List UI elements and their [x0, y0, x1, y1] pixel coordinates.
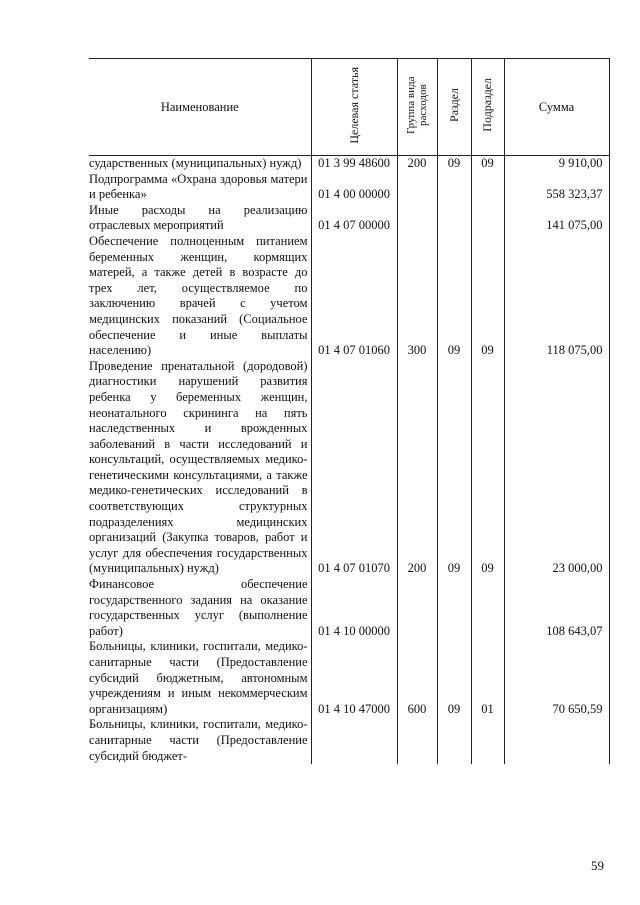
row-code — [311, 717, 397, 764]
row-subsection: 09 — [471, 359, 504, 577]
row-subsection: 01 — [471, 639, 504, 717]
row-sum: 118 075,00 — [504, 234, 609, 359]
row-name: Больницы, клиники, госпитали, медико-санитарные части (Предоставление субсидий бюджетным, автономным учреждениям и иным некоммерческим организациям) — [89, 639, 311, 717]
page-number: 59 — [591, 858, 604, 873]
table-row — [89, 234, 609, 359]
row-section — [437, 203, 471, 234]
row-name: Обеспечение полноценным питанием беременных женщин, кормящих матерей, а также детей в возрасте до трех лет, осуществляемое по заключению врачей с учетом медицинских показаний (Социальное обеспечение и иные выплаты населению) — [89, 234, 311, 359]
row-group: 200 — [397, 359, 437, 577]
row-section — [437, 717, 471, 764]
header-target-article: Целевая статья — [311, 59, 397, 156]
row-code: 01 4 00 00000 — [311, 172, 397, 203]
row-group — [397, 172, 437, 203]
row-section: 09 — [437, 234, 471, 359]
row-sum: 141 075,00 — [504, 203, 609, 234]
row-subsection — [471, 172, 504, 203]
row-subsection — [471, 203, 504, 234]
row-section — [437, 172, 471, 203]
row-name: Иные расходы на реализацию отраслевых мероприятий — [89, 203, 311, 234]
row-group: 300 — [397, 234, 437, 359]
table-row — [89, 577, 609, 639]
header-subsection: Подраздел — [471, 59, 504, 156]
row-code: 01 3 99 48600 — [311, 156, 397, 172]
row-sum: 70 650,59 — [504, 639, 609, 717]
row-name: Подпрограмма «Охрана здоровья матери и ребенка» — [89, 172, 311, 203]
row-subsection — [471, 717, 504, 764]
row-subsection: 09 — [471, 234, 504, 359]
row-group — [397, 577, 437, 639]
table-row — [89, 203, 609, 234]
header-expense-group: Группа вида расходов — [397, 59, 437, 156]
table-row — [89, 172, 609, 203]
row-sum: 108 643,07 — [504, 577, 609, 639]
table-row — [89, 639, 609, 717]
header-name: Наименование — [89, 59, 311, 156]
row-name: Финансовое обеспечение государственного задания на оказание государственных услуг (выполнение работ) — [89, 577, 311, 639]
header-sum: Сумма — [504, 59, 609, 156]
table-row — [89, 717, 609, 764]
row-section — [437, 577, 471, 639]
row-sum: 558 323,37 — [504, 172, 609, 203]
row-name: Проведение пренатальной (дородовой) диагностики нарушений развития ребенка у беременных женщин, неонатального скрининга на пять наследственных и врожденных заболеваний в части исследований и консультаций, осуществляемых медико-генетическими консультациями, а также медико-генетических исследований в соответствующих структурных подразделениях медицинских организаций (Закупка товаров, работ и услуг для обеспечения государственных (муниципальных) нужд) — [89, 359, 311, 577]
row-name: сударственных (муниципальных) нужд) — [89, 156, 311, 172]
header-section: Раздел — [437, 59, 471, 156]
row-section: 09 — [437, 359, 471, 577]
row-sum: 9 910,00 — [504, 156, 609, 172]
budget-table — [89, 58, 610, 764]
table-header-row — [89, 59, 609, 156]
row-code: 01 4 10 00000 — [311, 577, 397, 639]
row-code: 01 4 07 00000 — [311, 203, 397, 234]
row-group — [397, 203, 437, 234]
row-sum — [504, 717, 609, 764]
row-subsection: 09 — [471, 156, 504, 172]
row-section: 09 — [437, 156, 471, 172]
row-code: 01 4 07 01070 — [311, 359, 397, 577]
row-group — [397, 717, 437, 764]
row-name: Больницы, клиники, госпитали, медико-санитарные части (Предоставление субсидий бюджет- — [89, 717, 311, 764]
row-section: 09 — [437, 639, 471, 717]
row-sum: 23 000,00 — [504, 359, 609, 577]
row-group: 600 — [397, 639, 437, 717]
table-row — [89, 359, 609, 577]
row-subsection — [471, 577, 504, 639]
row-code: 01 4 07 01060 — [311, 234, 397, 359]
table-row — [89, 156, 609, 172]
row-group: 200 — [397, 156, 437, 172]
row-code: 01 4 10 47000 — [311, 639, 397, 717]
